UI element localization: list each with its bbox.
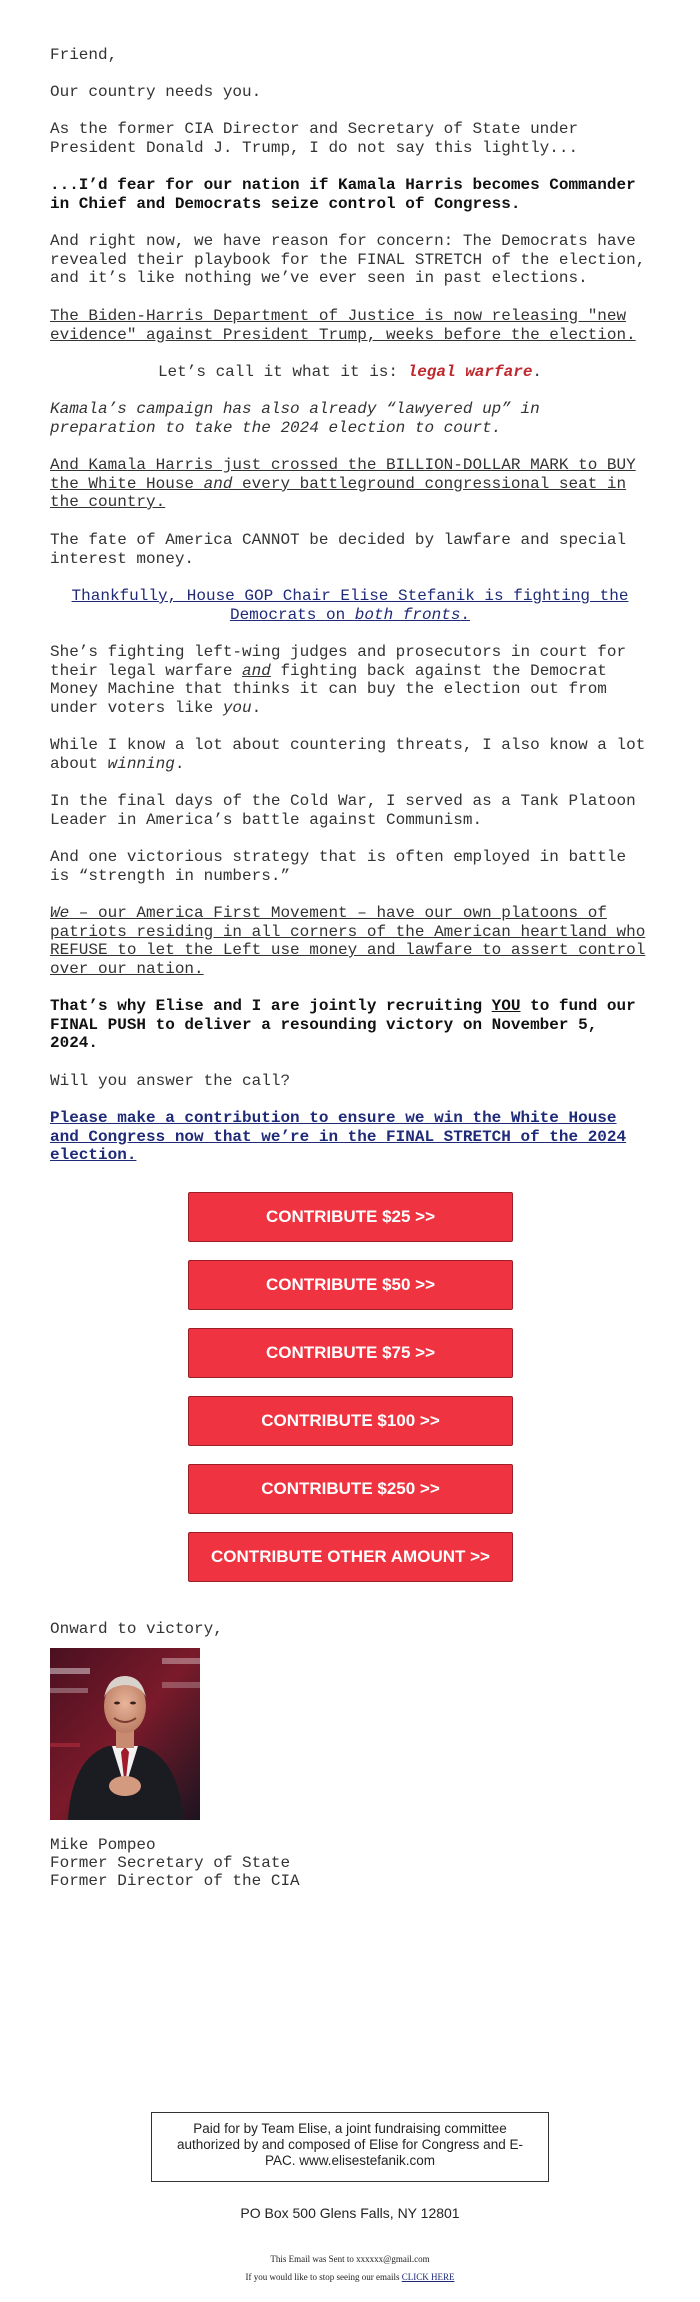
paragraph-strategy: And one victorious strategy that is often employed in battle is “strength in numbers.” (50, 848, 627, 885)
we-emphasis: We (50, 904, 70, 922)
billion-text-b: every battleground congressional seat in the country. (50, 474, 627, 511)
paragraph-lawyered: Kamala’s campaign has also already “lawyered up” in preparation to take the 2024 election to court. (50, 400, 540, 437)
paragraph-fighting (50, 643, 650, 717)
thankfully-emphasis: both fronts (354, 605, 461, 624)
sent-to-notice: This Email was Sent to xxxxxx@gmail.com (270, 2254, 430, 2264)
unsubscribe-text: If you would like to stop seeing our emails (245, 2272, 402, 2282)
paragraph-fear: ...I’d fear for our nation if Kamala Harris becomes Commander in Chief and Democrats seize control of Congress. (50, 176, 636, 213)
link-please-contribute[interactable]: Please make a contribution to ensure we win the White House and Congress now that we’re in the FINAL STRETCH of the 2024 election. (50, 1109, 627, 1164)
fighting-text-a: She’s fighting left-wing judges and prosecutors in court for their legal warfare (50, 643, 627, 680)
contribute-100-button[interactable]: CONTRIBUTE $100 >> (188, 1396, 513, 1446)
paragraph-former: As the former CIA Director and Secretary of State under President Donald J. Trump, I do not say this lightly... (50, 120, 579, 157)
portrait-image (50, 1648, 200, 1820)
call-it-emphasis: legal warfare (407, 363, 533, 381)
paragraph-know (50, 736, 650, 773)
thankfully-suffix: . (460, 605, 471, 624)
billion-and: and (203, 474, 233, 493)
fighting-suffix: . (251, 698, 262, 717)
contribute-250-button[interactable]: CONTRIBUTE $250 >> (188, 1464, 513, 1514)
paragraph-doj: The Biden-Harris Department of Justice is now releasing "new evidence" against President Trump, weeks before the election. (50, 307, 636, 344)
fighting-and: and (242, 661, 271, 680)
call-it-suffix: . (532, 363, 543, 381)
paragraph-fate: The fate of America CANNOT be decided by lawfare and special interest money. (50, 531, 627, 568)
signer-photo (50, 1648, 200, 1820)
signature-title-1: Former Secretary of State (50, 1854, 291, 1872)
billion-text-a: And Kamala Harris just crossed the BILLION-DOLLAR MARK to BUY the White House (50, 456, 636, 493)
link-thankfully[interactable] (50, 587, 650, 624)
contribute-75-button[interactable]: CONTRIBUTE $75 >> (188, 1328, 513, 1378)
paragraph-needs: Our country needs you. (50, 83, 262, 101)
paragraph-cold-war: In the final days of the Cold War, I served as a Tank Platoon Leader in America’s battle against Communism. (50, 792, 636, 829)
recruit-text-b: to fund our FINAL PUSH to deliver a resounding victory on November 5, 2024. (50, 997, 636, 1052)
signature-name: Mike Pompeo (50, 1836, 156, 1854)
fighting-text-b: fighting back against the Democrat Money Machine that thinks it can buy the election out from under voters like (50, 661, 607, 717)
know-emphasis: winning (107, 754, 175, 773)
paragraph-answer: Will you answer the call? (50, 1072, 291, 1090)
unsubscribe-line (50, 2272, 650, 2282)
paragraph-concern: And right now, we have reason for concern: The Democrats have revealed their playbook for the FINAL STRETCH of the election, and it’s like nothing we’ve ever seen in past elections. (50, 232, 646, 287)
mailing-address: PO Box 500 Glens Falls, NY 12801 (240, 2205, 460, 2221)
signature-title-2: Former Director of the CIA (50, 1872, 300, 1890)
closing-line: Onward to victory, (50, 1620, 223, 1638)
contribute-50-button[interactable]: CONTRIBUTE $50 >> (188, 1260, 513, 1310)
contribute-other-amount-button[interactable]: CONTRIBUTE OTHER AMOUNT >> (188, 1532, 513, 1582)
greeting: Friend, (50, 46, 118, 64)
recruit-you: YOU (491, 997, 521, 1015)
paragraph-we (50, 904, 650, 978)
call-it-text: Let’s call it what it is: (157, 363, 408, 381)
unsubscribe-link[interactable]: CLICK HERE (401, 2272, 455, 2282)
contribute-25-button[interactable]: CONTRIBUTE $25 >> (188, 1192, 513, 1242)
we-text: – our America First Movement – have our own platoons of patriots residing in all corners of the American heartland who REFUSE to let the Left use money and lawfare to assert control over our nation. (50, 904, 646, 978)
fighting-you: you (222, 698, 252, 717)
paragraph-billion (50, 456, 650, 512)
thankfully-text: Thankfully, House GOP Chair Elise Stefanik is fighting the Democrats on (71, 587, 629, 624)
paragraph-recruiting (50, 997, 650, 1053)
recruit-text-a: That’s why Elise and I are jointly recruiting (50, 997, 492, 1015)
paid-for-disclaimer: Paid for by Team Elise, a joint fundraising committee authorized by and composed of Elise for Congress and E-PAC. www.elisestefanik.com (151, 2112, 549, 2182)
know-text: While I know a lot about countering threats, I also know a lot about (50, 736, 646, 773)
know-suffix: . (174, 754, 185, 773)
paragraph-call-it (50, 363, 650, 382)
